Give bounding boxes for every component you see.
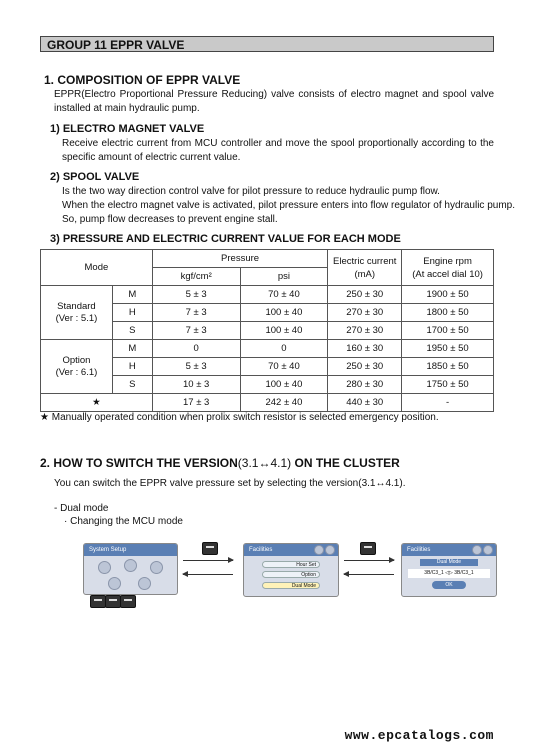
subsection-1-text: Receive electric current from MCU controller and move the spool proportionally according to the specific amount of electric current value. [62, 138, 494, 163]
header-kgf: kgf/cm² [152, 268, 240, 286]
facility-icon-1[interactable] [314, 545, 324, 555]
table-row: H 5 ± 3 70 ± 40 250 ± 30 1850 ± 50 [41, 358, 494, 376]
header-rpm: Engine rpm (At accel dial 10) [402, 250, 494, 286]
screen-facilities [243, 543, 339, 597]
subsection-2-line2: When the electro magnet valve is activated, pilot pressure enters into flow regulator of hydraulic pump. [62, 200, 516, 211]
setup-icon-3[interactable] [150, 561, 163, 574]
table-row: Option (Ver : 6.1) M 0 0 160 ± 30 1950 ± 50 [41, 340, 494, 358]
header-pressure: Pressure [152, 250, 328, 268]
manual-note: ★ Manually operated condition when prolix switch resistor is selected emergency position. [40, 412, 439, 423]
header-mode: Mode [41, 250, 153, 286]
screen-2-title: Facilities [244, 544, 338, 556]
changing-mcu-mode: · Changing the MCU mode [64, 516, 183, 527]
setup-icon-4[interactable] [108, 577, 121, 590]
pressure-current-table [40, 249, 494, 412]
section-1-title: 1. COMPOSITION OF EPPR VALVE [44, 73, 241, 87]
dual-icon-1[interactable] [472, 545, 482, 555]
arrow-left-2 [344, 574, 394, 575]
mode-option: Option (Ver : 6.1) [41, 340, 113, 394]
dual-icon-2[interactable] [483, 545, 493, 555]
subsection-2-title: 2) SPOOL VALVE [50, 171, 140, 183]
setup-icon-5[interactable] [138, 577, 151, 590]
dual-mode-bullet: - Dual mode [54, 503, 109, 514]
dual-mode-button[interactable]: Dual Mode [262, 582, 320, 589]
facility-icon-2[interactable] [325, 545, 335, 555]
section-2-title: 2. HOW TO SWITCH THE VERSION(3.1↔4.1) ON THE CLUSTER [40, 456, 400, 470]
dual-mode-label: Dual Mode [420, 559, 478, 566]
cluster-key-next-2[interactable] [360, 542, 376, 555]
watermark: www.epcatalogs.com [344, 728, 494, 743]
table-row: S 7 ± 3 100 ± 40 270 ± 30 1700 ± 50 [41, 322, 494, 340]
subsection-1-title: 1) ELECTRO MAGNET VALVE [50, 123, 205, 135]
subsection-3-title: 3) PRESSURE AND ELECTRIC CURRENT VALUE FOR EACH MODE [50, 233, 401, 245]
subsection-2-line1: Is the two way direction control valve for pilot pressure to reduce hydraulic pump flow. [62, 186, 440, 197]
screen-system-setup [83, 543, 178, 595]
subsection-2-line3: So, pump flow decreases to prevent engine stall. [62, 214, 278, 225]
cluster-key-2[interactable] [105, 595, 121, 608]
option-button[interactable]: Option [262, 571, 320, 578]
table-row: S 10 ± 3 100 ± 40 280 ± 30 1750 ± 50 [41, 376, 494, 394]
section-2-text: You can switch the EPPR valve pressure set by selecting the version(3.1↔4.1). [54, 478, 406, 489]
cluster-key-3[interactable] [120, 595, 136, 608]
setup-icon-1[interactable] [98, 561, 111, 574]
cluster-key-1[interactable] [90, 595, 106, 608]
table-row: ★ 17 ± 3 242 ± 40 440 ± 30 - [41, 394, 494, 412]
header-current: Electric current (mA) [328, 250, 402, 286]
group-title: GROUP 11 EPPR VALVE [47, 38, 185, 52]
section-1-intro: EPPR(Electro Proportional Pressure Reducing) valve consists of electro magnet and spool valve installed at main hydraulic pump. [54, 89, 494, 114]
cluster-key-next-1[interactable] [202, 542, 218, 555]
setup-icon-2[interactable] [124, 559, 137, 572]
screen-1-title: System Setup [84, 544, 177, 556]
arrow-left-1 [183, 574, 233, 575]
screen-dual-mode [401, 543, 497, 597]
manual-star: ★ [41, 394, 153, 412]
arrow-right-2 [344, 560, 394, 561]
hour-set-button[interactable]: Hour Set [262, 561, 320, 568]
group-title-bar [40, 36, 494, 52]
arrow-right-1 [183, 560, 233, 561]
version-selector[interactable]: 3B/C3_1 ◁▷ 3B/C3_1 [408, 569, 490, 578]
ok-button[interactable]: OK [432, 581, 466, 589]
table-row: Standard (Ver : 5.1) M 5 ± 3 70 ± 40 250 ± 30 1900 ± 50 [41, 286, 494, 304]
table-row: H 7 ± 3 100 ± 40 270 ± 30 1800 ± 50 [41, 304, 494, 322]
mode-standard: Standard (Ver : 5.1) [41, 286, 113, 340]
screen-3-title: Facilities [402, 544, 496, 556]
header-psi: psi [240, 268, 328, 286]
